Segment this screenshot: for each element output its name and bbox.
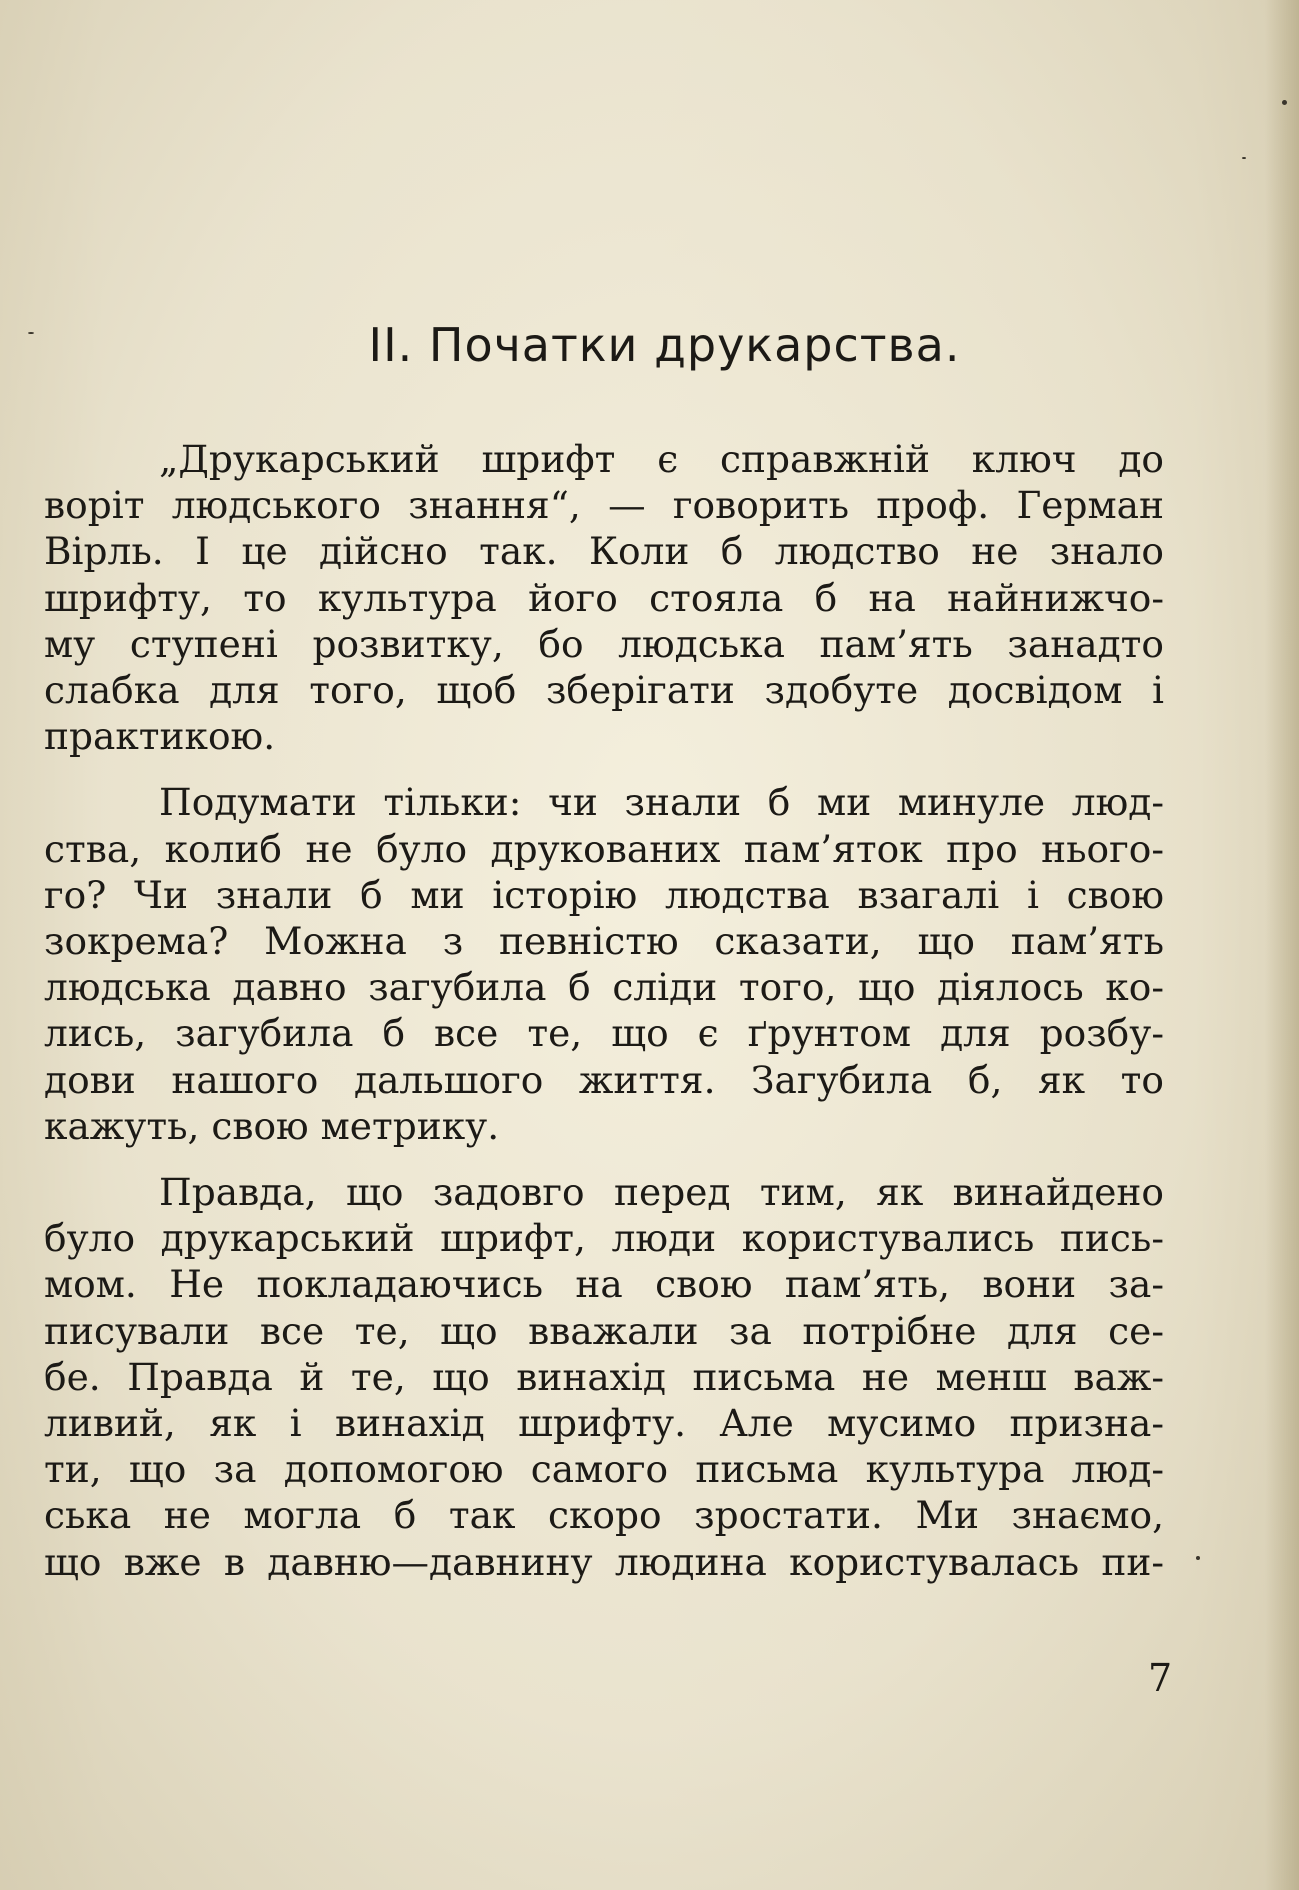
text-line: воріт людського знання“, — говорить проф. Герман (44, 483, 1164, 528)
body-text (44, 436, 1164, 1605)
text-line: мом. Не покладаючись на свою пам’ять, вони за- (44, 1262, 1164, 1307)
paper-speck (1196, 1556, 1200, 1560)
text-line: було друкарський шрифт, люди користувались пись- (44, 1216, 1164, 1261)
text-line: бе. Правда й те, що винахід письма не менш важ- (44, 1354, 1164, 1399)
paper-speck (28, 332, 34, 334)
text-line: Подумати тільки: чи знали б ми минуле люд- (159, 780, 1164, 825)
text-line: кажуть, свою метрику. (44, 1103, 500, 1148)
text-line: му ступені розвитку, бо людська пам’ять занадто (44, 621, 1164, 666)
text-line: го? Чи знали б ми історію людства взагалі і свою (44, 872, 1164, 917)
paragraph-1 (44, 436, 1164, 759)
text-line: „Друкарський шрифт є справжній ключ до (159, 437, 1164, 481)
page-edge-shading (1265, 0, 1299, 1890)
text-line: ти, що за допомогою самого письма культура люд- (44, 1447, 1164, 1492)
text-line: Правда, що задовго перед тим, як винайдено (159, 1170, 1164, 1215)
text-line: дови нашого дальшого життя. Загубила б, як то (44, 1057, 1164, 1102)
paper-speck (1242, 157, 1246, 159)
text-line: лись, загубила б все те, що є ґрунтом для розбу- (44, 1011, 1164, 1056)
text-line: зокрема? Можна з певністю сказати, що пам’ять (44, 919, 1164, 964)
text-line: що вже в давню—давнину людина користувалась пи- (44, 1539, 1164, 1584)
paper-speck (1282, 100, 1287, 105)
paragraph-3 (44, 1169, 1164, 1585)
text-line: писували все те, що вважали за потрібне для се- (44, 1308, 1164, 1353)
page-number: 7 (1148, 1656, 1173, 1700)
paragraph-2 (44, 779, 1164, 1149)
text-line: практикою. (44, 714, 276, 759)
text-line: шрифту, то культура його стояла б на найнижчо- (44, 575, 1164, 620)
text-line: ства, колиб не було друкованих пам’яток про нього- (44, 826, 1164, 871)
text-line: ливий, як і винахід шрифту. Але мусимо призна- (44, 1401, 1164, 1446)
chapter-heading: II. Початки друкарства. (368, 318, 961, 372)
text-line: Вірль. І це дійсно так. Коли б людство не знало (44, 529, 1164, 574)
text-line: ська не могла б так скоро зростати. Ми знаємо, (44, 1493, 1164, 1538)
text-line: слабка для того, щоб зберігати здобуте досвідом і (44, 668, 1164, 713)
text-line: людська давно загубила б сліди того, що діялось ко- (44, 965, 1164, 1010)
